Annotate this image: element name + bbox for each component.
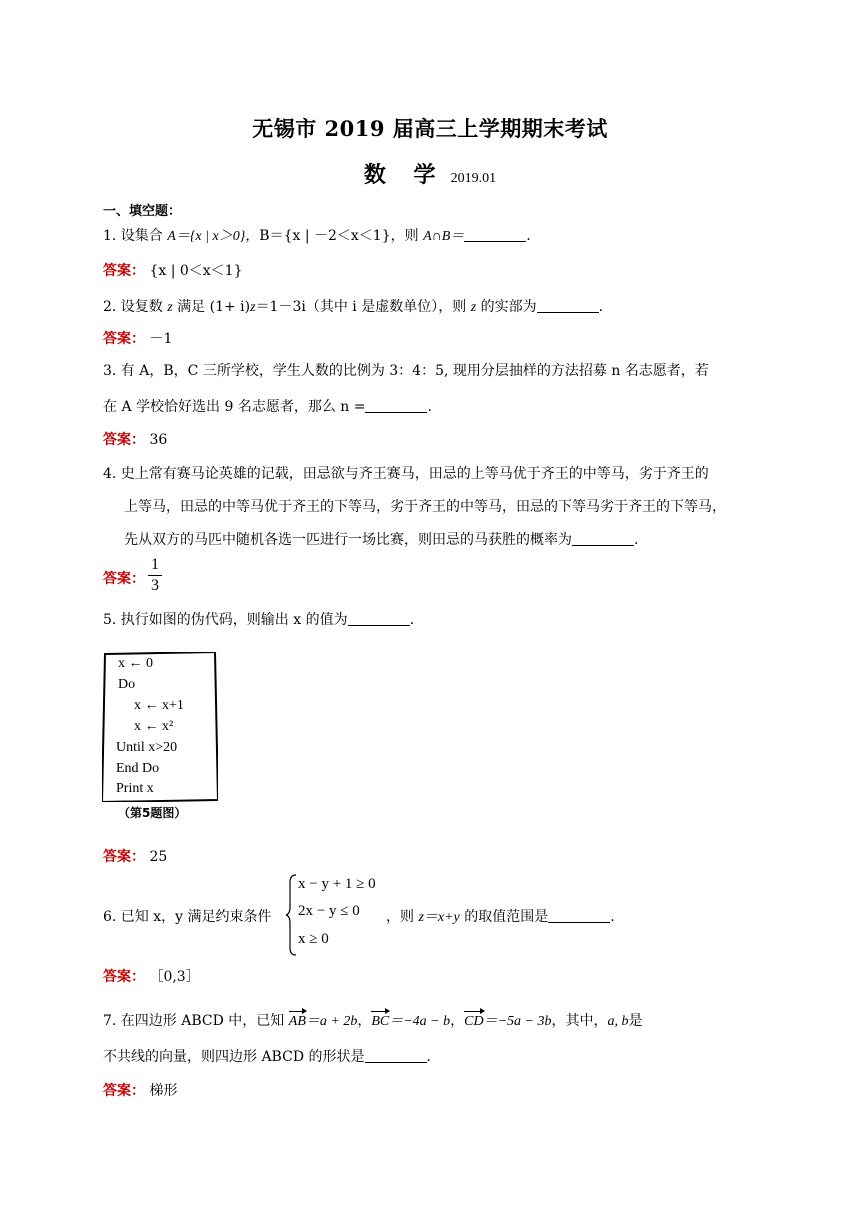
exam-date: 2019.01 — [450, 171, 497, 186]
question-2: 2. 设复数 z 满足 (1+ i)z＝1－3i（其中 i 是虚数单位），则 z 的实部为 . — [103, 299, 604, 315]
code-line-7: Print x — [116, 781, 154, 796]
answer-1: 答案： {x | 0＜x＜1} — [103, 263, 243, 279]
question-6-suffix: ，则 z＝x+y 的取值范围是 . — [386, 909, 615, 925]
code-line-1: x ← 0 — [118, 656, 153, 671]
constraint-2: 2x − y ≤ 0 — [298, 903, 360, 919]
code-line-3: x ← x+1 — [134, 698, 184, 713]
pseudocode-figure — [102, 652, 216, 800]
question-3-line-2: 在 A 学校恰好选出 9 名志愿者，那么 n = . — [103, 399, 432, 415]
answer-blank — [537, 298, 599, 313]
document-subtitle — [0, 158, 860, 189]
answer-4: 答案： — [103, 571, 145, 587]
answer-3: 答案： 36 — [103, 432, 168, 448]
constraint-1: x − y + 1 ≥ 0 — [298, 876, 376, 892]
constraint-3: x ≥ 0 — [298, 931, 329, 947]
answer-blank — [464, 227, 526, 242]
answer-blank — [365, 398, 427, 413]
code-line-4: x ← x² — [134, 719, 174, 734]
subject-label: 数 学 — [363, 162, 446, 188]
fraction-bar — [148, 575, 162, 576]
question-1: 1. 设集合 A＝{x | x＞0}，B＝{x | －2＜x＜1}，则 A∩B＝ . — [103, 228, 531, 244]
document-title: 无锡市 2019 届高三上学期期末考试 — [252, 116, 608, 141]
question-4-line-2: 上等马，田忌的中等马优于齐王的下等马，劣于齐王的中等马，田忌的下等马劣于齐王的下等马， — [124, 499, 726, 515]
answer-6: 答案： ［0,3］ — [103, 969, 200, 985]
code-line-2: Do — [118, 677, 136, 692]
answer-7: 答案： 梯形 — [103, 1083, 178, 1099]
question-4-line-1: 4. 史上常有赛马论英雄的记载，田忌欲与齐王赛马，田忌的上等马优于齐王的中等马，劣于齐王的 — [103, 466, 709, 482]
question-3-line-1: 3. 有 A，B，C 三所学校，学生人数的比例为 3：4：5, 现用分层抽样的方法招募 n 名志愿者，若 — [103, 363, 709, 379]
answer-5: 答案： 25 — [103, 849, 168, 865]
vector-bc: BC — [371, 1014, 390, 1029]
answer-blank — [365, 1048, 427, 1063]
question-5: 5. 执行如图的伪代码，则输出 x 的值为 . — [103, 612, 415, 628]
figure-caption: （第5题图） — [118, 806, 187, 820]
vector-cd: CD — [464, 1014, 484, 1029]
answer-blank — [548, 908, 610, 923]
vector-ab: AB — [288, 1014, 306, 1029]
question-7-line-1: 7. 在四边形 ABCD 中，已知 AB＝a + 2b，BC＝−4a − b，CD＝−5a − 3b，其中，a, b是 — [103, 1013, 643, 1029]
answer-blank — [348, 611, 410, 626]
code-line-6: End Do — [116, 761, 160, 776]
answer-4-fraction: 1 3 — [148, 556, 162, 595]
question-4-line-3: 先从双方的马匹中随机各选一匹进行一场比赛，则田忌的马获胜的概率为 . — [124, 532, 639, 548]
answer-blank — [572, 531, 634, 546]
answer-2: 答案： －1 — [103, 331, 173, 347]
code-line-5: Until x>20 — [116, 740, 178, 755]
section-heading: 一、填空题： — [103, 204, 182, 219]
question-7-line-2: 不共线的向量，则四边形 ABCD 的形状是 . — [103, 1049, 431, 1065]
left-brace — [286, 874, 298, 956]
question-6-prefix: 6. 已知 x，y 满足约束条件 — [103, 909, 272, 925]
